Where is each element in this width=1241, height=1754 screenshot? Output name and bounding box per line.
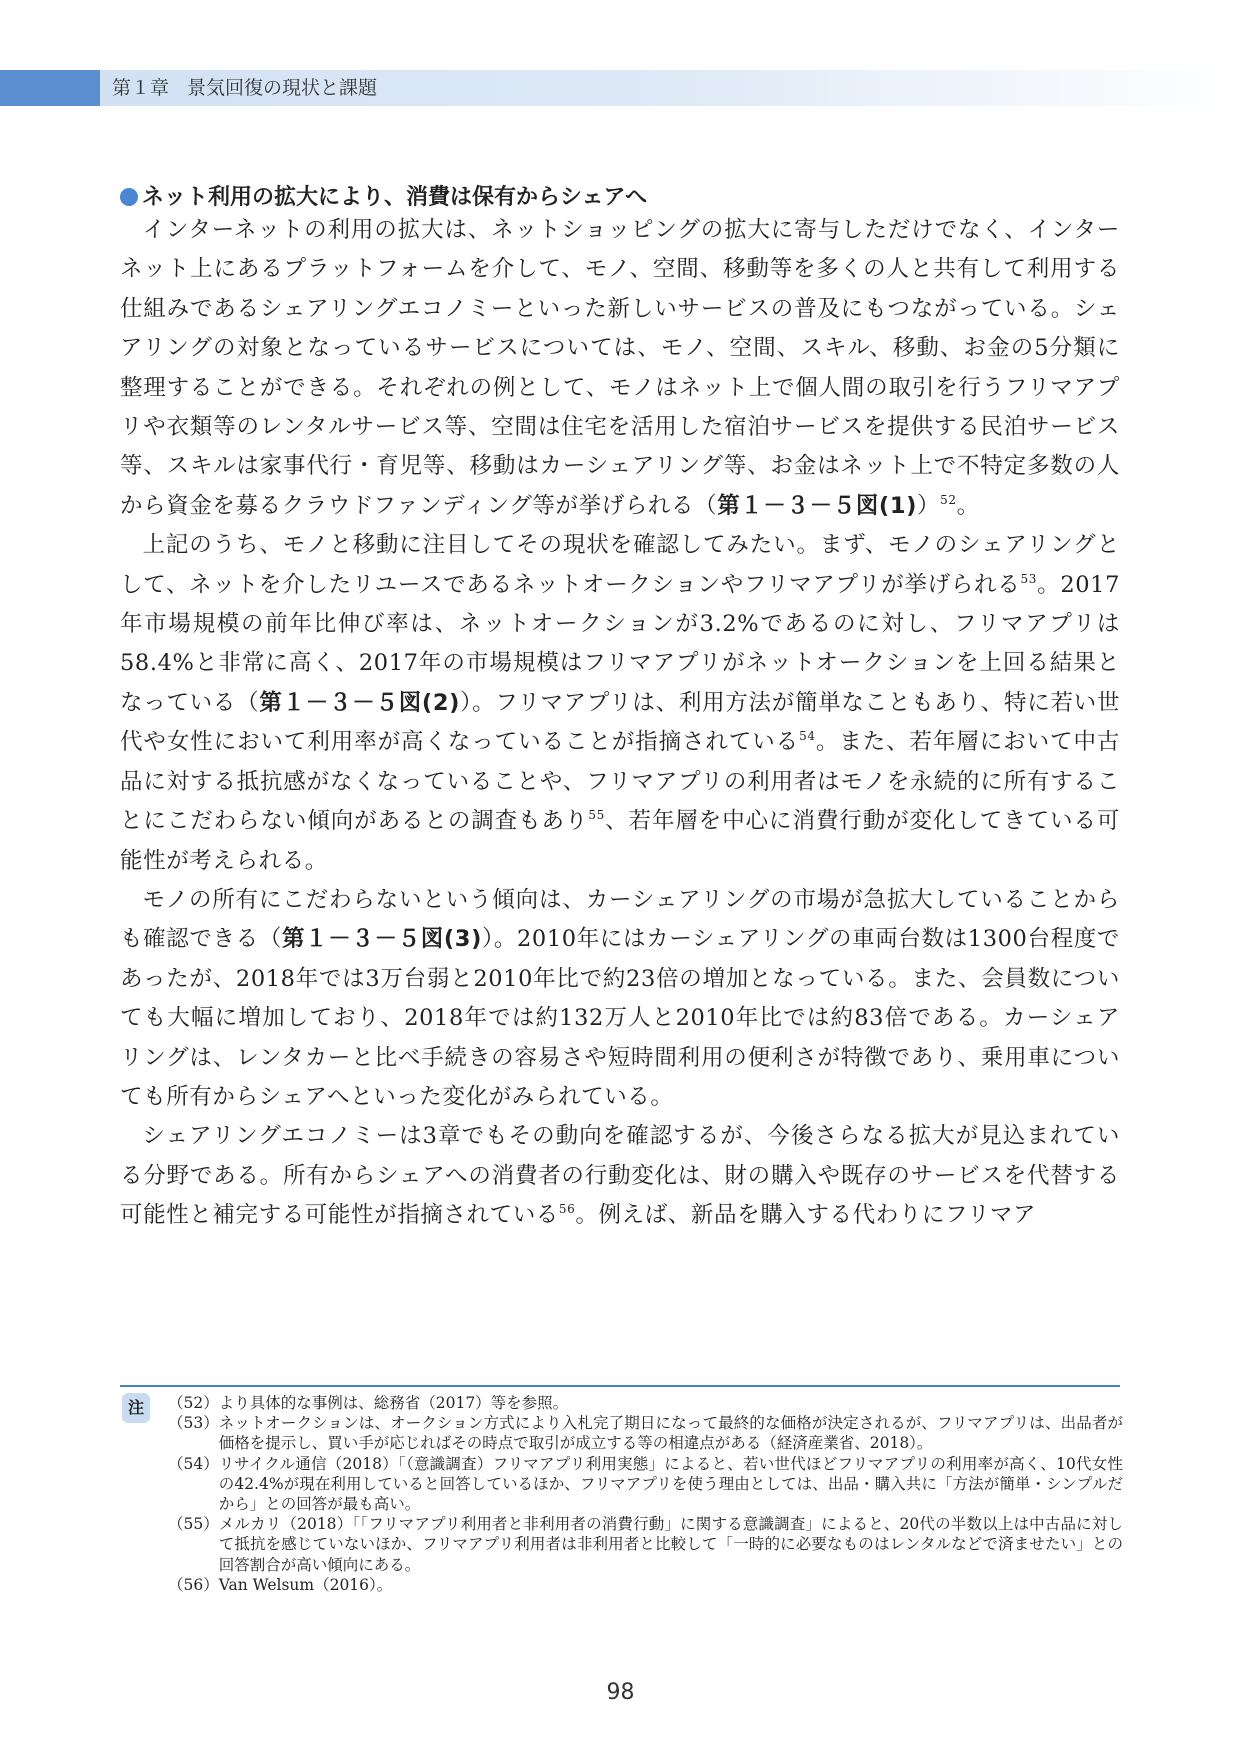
footnotes	[168, 1393, 1123, 1595]
paragraph-1: インターネットの利用の拡大は、ネットショッピングの拡大に寄与しただけでなく、インターネット上にあるプラットフォームを介して、モノ、空間、移動等を多くの人と共有して利用する仕組みであるシェアリングエコノミーといった新しいサービスの普及にもつながっている。シェアリングの対象となっているサービスについては、モノ、空間、スキル、移動、お金の5分類に整理することができる。それぞれの例として、モノはネット上で個人間の取引を行うフリマアプリや衣類等のレンタルサービス等、空間は住宅を活用した宿泊サービスを提供する民泊サービス等、スキルは家事代行・育児等、移動はカーシェアリング等、お金はネット上で不特定多数の人から資金を募るクラウドファンディング等が挙げられる（第１－３－５図(1)）$^{52}$。	[120, 217, 1120, 519]
footnote-item	[168, 1514, 1123, 1575]
footnote-marker: 52	[940, 492, 957, 507]
chapter-title: 景気回復の現状と課題	[187, 77, 378, 99]
chapter-header	[112, 70, 377, 106]
footnote-number: （56）	[168, 1575, 219, 1594]
footnote-text: メルカリ（2018）「「フリマアプリ利用者と非利用者の消費行動」に関する意識調査」によると、20代の半数以上は中古品に対して抵抗を感じていないほか、フリマアプリ利用者は非利用者と比較して「一時的に必要なものはレンタルなどで済ませたい」との回答割合が高い傾向にある。	[218, 1515, 1123, 1574]
section-heading	[120, 180, 647, 211]
footnote-number: （53）	[168, 1414, 219, 1433]
footnote-marker: 54	[799, 729, 816, 744]
footnote-marker: 56	[558, 1202, 576, 1217]
footnote-item	[168, 1575, 1123, 1595]
page-number: 98	[606, 1680, 635, 1705]
footnote-marker: 53	[1020, 571, 1037, 586]
paragraph-3: モノの所有にこだわらないという傾向は、カーシェアリングの市場が急拡大していることからも確認できる（第１－３－５図(3)）。2010年にはカーシェアリングの車両台数は1300台程度であったが、2018年では3万台弱と2010年比で約23倍の増加となっている。また、会員数についても大幅に増加しており、2018年では約132万人と2010年比では約83倍である。カーシェアリングは、レンタカーと比べ手続きの容易さや短時間利用の便利さが特徴であり、乗用車についても所有からシェアへといった変化がみられている。	[120, 886, 1120, 1110]
footnote-text: リサイクル通信（2018）「（意識調査）フリマアプリ利用実態」によると、若い世代ほどフリマアプリの利用率が高く、10代女性の42.4%が現在利用していると回答しているほか、フリマアプリを使う理由としては、出品・購入共に「方法が簡単・シンプルだから」との回答が最も高い。	[218, 1454, 1123, 1514]
chapter-header-tab	[0, 70, 100, 106]
bullet-dot-icon	[120, 188, 138, 206]
figure-reference: 第１－３－５図(3)	[281, 926, 482, 953]
figure-reference: 第１－３－５図(2)	[259, 689, 460, 716]
body-text	[120, 211, 1120, 1236]
paragraph-2: 上記のうち、モノと移動に注目してその現状を確認してみたい。まず、モノのシェアリングとして、ネットを介したリユースであるネットオークションやフリマアプリが挙げられる$^{53}$。2017年市場規模の前年比伸び率は、ネットオークションが3.2%であるのに対し、フリマアプリは58.4%と非常に高く、2017年の市場規模はフリマアプリがネットオークションを上回る結果となっている（第１－３－５図(2)）。フリマアプリは、利用方法が簡単なこともあり、特に若い世代や女性において利用率が高くなっていることが指摘されている$^{54}$。また、若年層において中古品に対する抵抗感がなくなっていることや、フリマアプリの利用者はモノを永続的に所有することにこだわらない傾向があるとの調査もあり$^{55}$、若年層を中心に消費行動が変化してきている可能性が考えられる。	[120, 532, 1120, 874]
notes-divider	[120, 1385, 1120, 1387]
footnote-item	[168, 1413, 1123, 1453]
footnote-text: Van Welsum（2016）。	[218, 1575, 393, 1594]
paragraph-4: シェアリングエコノミーは3章でもその動向を確認するが、今後さらなる拡大が見込まれている分野である。所有からシェアへの消費者の行動変化は、財の購入や既存のサービスを代替する可能性と補完する可能性が指摘されている$^{56}$。例えば、新品を購入する代わりにフリマア	[120, 1123, 1120, 1229]
footnote-item	[168, 1454, 1123, 1515]
figure-reference: 第１－３－５図(1)	[717, 492, 917, 519]
footnote-item	[168, 1393, 1123, 1413]
footnote-number: （54）	[168, 1454, 219, 1473]
section-heading-text: ネット利用の拡大により、消費は保有からシェアへ	[142, 185, 648, 210]
footnote-marker: 55	[588, 808, 605, 823]
notes-label: 注	[122, 1393, 150, 1423]
footnote-number: （52）	[168, 1394, 219, 1412]
footnote-number: （55）	[168, 1515, 219, 1534]
footnote-text: ネットオークションは、オークション方式により入札完了期日になって最終的な価格が決定されるが、フリマアプリは、出品者が価格を提示し、買い手が応じればその時点で取引が成立する等の相違点がある（経済産業省、2018）。	[218, 1414, 1123, 1453]
footnote-text: より具体的な事例は、総務省（2017）等を参照。	[218, 1394, 569, 1412]
chapter-number: 第１章	[112, 77, 170, 99]
